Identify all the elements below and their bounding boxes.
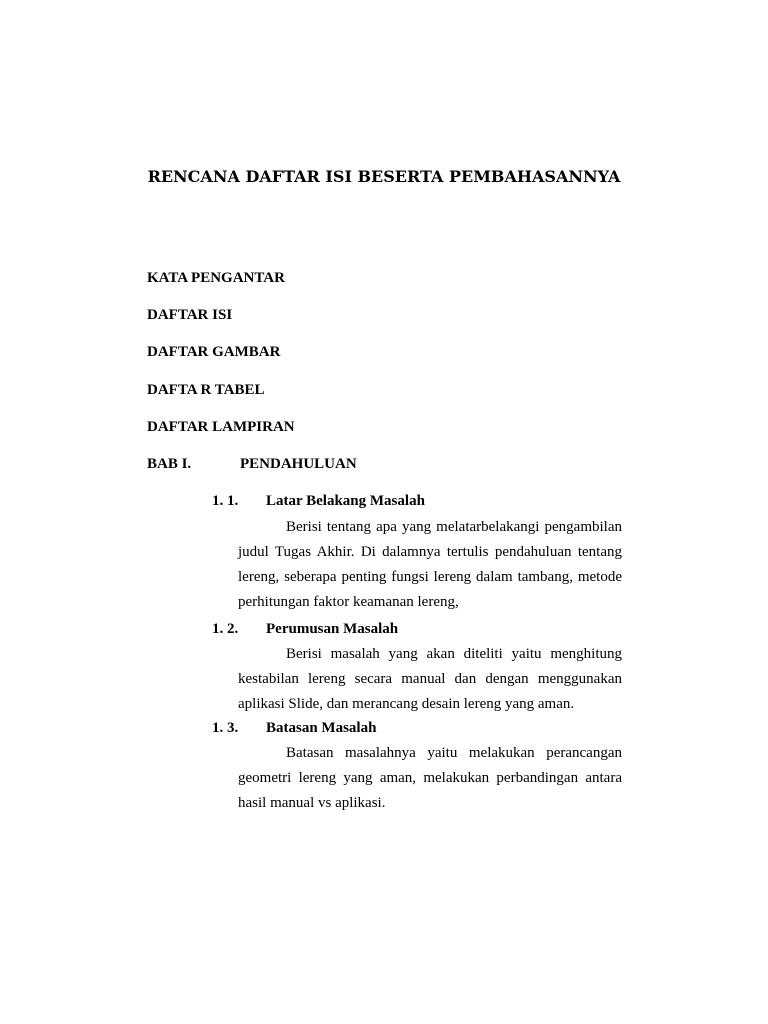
toc-item-daftar-tabel: DAFTA R TABEL xyxy=(147,382,265,398)
toc-item-daftar-isi: DAFTAR ISI xyxy=(147,307,233,323)
section-title: Batasan Masalah xyxy=(266,720,377,736)
document-title: RENCANA DAFTAR ISI BESERTA PEMBAHASANNYA xyxy=(147,167,621,186)
section-number: 1. 3. xyxy=(212,720,239,736)
section-body: Berisi masalah yang akan diteliti yaitu menghitung kestabilan lereng secara manual dan dengan menggunakan aplikasi Slide, dan merancang desain lereng yang aman. xyxy=(238,646,622,712)
section-body: Berisi tentang apa yang melatarbelakangi pengambilan judul Tugas Akhir. Di dalamnya tertulis pendahuluan tentang lereng, seberapa penting fungsi lereng dalam tambang, metode perhitungan faktor keamanan lereng, xyxy=(238,519,622,610)
chapter-label: BAB I. xyxy=(147,456,192,472)
toc-item-daftar-lampiran: DAFTAR LAMPIRAN xyxy=(147,419,295,435)
section-title: Perumusan Masalah xyxy=(266,621,399,637)
section-body: Batasan masalahnya yaitu melakukan perancangan geometri lereng yang aman, melakukan perbandingan antara hasil manual vs aplikasi. xyxy=(238,745,622,811)
section-title: Latar Belakang Masalah xyxy=(266,493,425,509)
section-number: 1. 1. xyxy=(212,493,239,509)
chapter-title: PENDAHULUAN xyxy=(240,456,357,472)
toc-item-kata-pengantar: KATA PENGANTAR xyxy=(147,270,285,286)
toc-item-daftar-gambar: DAFTAR GAMBAR xyxy=(147,344,281,360)
section-number: 1. 2. xyxy=(212,621,239,637)
